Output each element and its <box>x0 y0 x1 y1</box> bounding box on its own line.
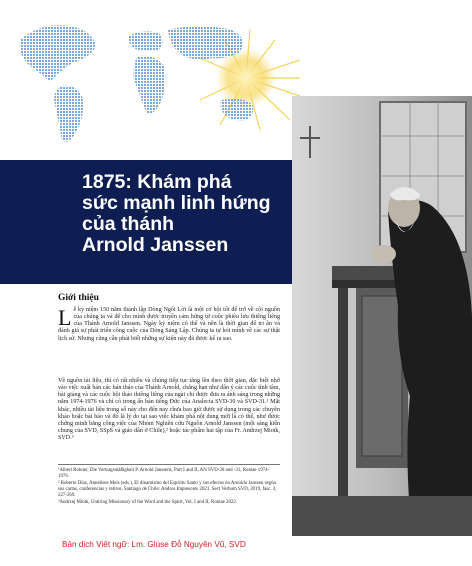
title-band <box>0 160 292 284</box>
footnotes <box>58 468 280 507</box>
title-line-1: 1875: Khám phá <box>82 171 232 193</box>
title-line-2: sức mạnh linh hứng <box>82 192 271 214</box>
intro-paragraph <box>58 307 280 343</box>
world-map-graphic <box>0 0 300 160</box>
intro-paragraph-text: ễ kỷ niệm 150 năm thành lập Dòng Ngôi Lời là một cơ hội tốt để trở về cội nguồn của chúng ta và để cho mình được truyền cảm hứng từ cuộc phiêu lưu thiêng liêng của Thánh Arnold Janssen. Ngày kỷ niệm có thể và nên là thời gian để tri ân và đánh giá sự phát triển công cuộc của Dòng Sáng Lập. Chúng ta tự hỏi mình về các sự thật lịch sử. Nhưng cũng cần phải biết những sự kiện này đã được kể ra sao. <box>58 307 280 342</box>
article-title <box>82 172 288 256</box>
world-map-svg <box>0 0 300 160</box>
drop-cap: L <box>58 305 72 330</box>
saint-photo <box>292 96 472 536</box>
title-line-4: Arnold Janssen <box>82 234 229 256</box>
title-line-3: của thánh <box>82 213 175 235</box>
sources-paragraph: Về nguồn tài liệu, thì có rất nhiều và chúng tiếp tục tăng lên theo thời gian, đặc biệt nhờ vào việc xuất bản các bản thảo của Thánh Arnold, chẳng hạn như dân ý các cuộc tĩnh tâm, bài giảng và các cuộc hội thảo thiêng liêng của ngài chỉ được đưa ra ánh sáng trong những năm 1974-1976 và chỉ có trong ấn bản tiếng Đức của Analecta SVD-30 và SVD-31.¹ Mặt khác, nhiều tài liệu trong số này cho đến nay chưa bao giờ được sử dụng trong các chuyên khảo hoặc bài báo và đó là lý do tại sao việc khám phá nội dung mới là có thể, như được chứng minh bằng công việc của Nhóm Nghiên cứu Nguồn Arnold Janssen (một sáng kiến chung của SVD, SSpS và giáo dân ở Chile),² hoặc tác phẩm hai tập của Fr. Andrzej Miotk, SVD.³ <box>58 378 280 442</box>
footnote-3: ³Andrzej Miotk, Untiring Missionary of the Word and the Spirit, Vol. I and II, Romae 2022. <box>58 500 238 506</box>
translator-credit: Bản dịch Việt ngữ: Lm. Gluse Đỗ Nguyên Vũ, SVD <box>62 540 246 549</box>
footnote-1: ¹Albert Rohner, Die Vortragsmäßigkeit P. Arnold Janssens, Part I and II, AN SVD-30 and -31, Romae 1974-1976. <box>58 468 270 480</box>
footnote-2: ² Roberto Díaz, Anneliese Meis (eds.), El dinamismo del Espíritu Santo y sus efectos en Arnoldo Janssen según sus cartas, conferencias y retiros, Santiago de Chile: Andros Impresores 2021. Sect Verbum SVD, 2019, fasc. 3, 227-269. <box>58 481 277 499</box>
section-heading: Giới thiệu <box>58 293 99 303</box>
saint-photo-svg <box>292 96 472 536</box>
footnote-divider <box>58 464 280 465</box>
